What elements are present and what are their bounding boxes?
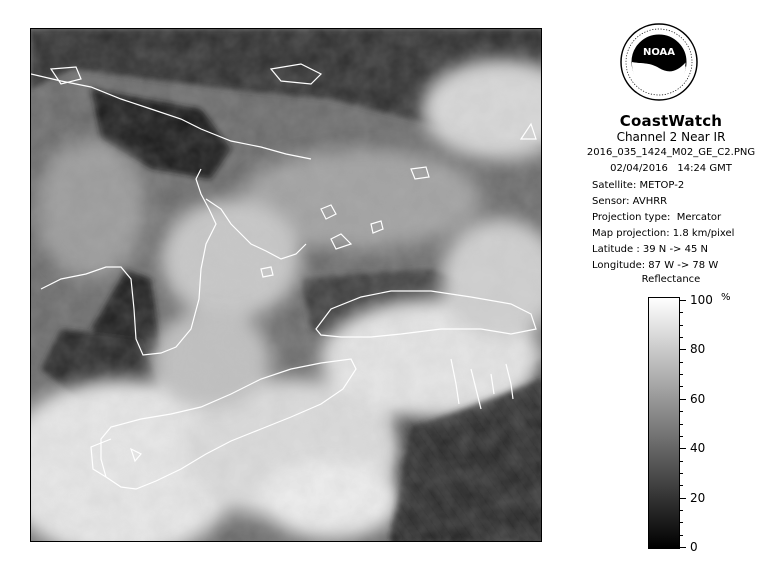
date-time: 02/04/2016 14:24 GMT	[610, 163, 732, 174]
colorbar-tick	[680, 424, 683, 425]
colorbar-tick	[680, 535, 683, 536]
colorbar-tick	[680, 522, 683, 523]
projection-type: Projection type: Mercator	[592, 212, 722, 223]
image-texture	[31, 29, 542, 542]
noaa-logo	[619, 22, 699, 102]
colorbar-tick	[680, 349, 686, 350]
colorbar-label-60: 60	[690, 391, 706, 406]
colorbar-tick	[680, 337, 683, 338]
colorbar-label-80: 80	[690, 342, 706, 357]
colorbar-tick	[680, 312, 683, 313]
reflectance-colorbar	[648, 297, 680, 549]
colorbar-label-100: 100	[690, 293, 713, 307]
colorbar-tick	[680, 325, 683, 326]
colorbar-label-0: 0	[690, 540, 698, 554]
colorbar-tick	[680, 374, 683, 375]
latitude-range: Latitude : 39 N -> 45 N	[592, 244, 708, 255]
longitude-range: Longitude: 87 W -> 78 W	[592, 260, 719, 271]
scale-title: Reflectance	[641, 274, 701, 285]
colorbar-tick	[680, 498, 686, 499]
colorbar-tick	[680, 448, 686, 449]
colorbar-label-20: 20	[690, 490, 706, 505]
colorbar-tick	[680, 399, 686, 400]
colorbar-tick	[680, 362, 683, 363]
colorbar-tick	[680, 510, 683, 511]
colorbar-tick	[680, 547, 686, 548]
satellite-info: Satellite: METOP-2	[592, 180, 685, 191]
colorbar-tick	[680, 411, 683, 412]
colorbar-tick	[680, 485, 683, 486]
file-name: 2016_035_1424_M02_GE_C2.PNG	[586, 147, 756, 158]
brand-title: CoastWatch	[619, 112, 723, 130]
scale-unit: %	[721, 292, 731, 303]
map-projection: Map projection: 1.8 km/pixel	[592, 228, 735, 239]
satellite-image-svg	[31, 29, 542, 542]
colorbar-tick	[680, 386, 683, 387]
logo-center-text: NOAA	[642, 47, 676, 58]
colorbar-tick	[680, 461, 683, 462]
sensor-info: Sensor: AVHRR	[592, 196, 668, 207]
noaa-logo-icon	[619, 22, 699, 102]
colorbar-tick	[680, 300, 686, 301]
colorbar-tick	[680, 473, 683, 474]
colorbar-label-40: 40	[690, 441, 706, 456]
colorbar-tick	[680, 436, 683, 437]
channel-label: Channel 2 Near IR	[616, 130, 726, 144]
satellite-image	[30, 28, 542, 542]
